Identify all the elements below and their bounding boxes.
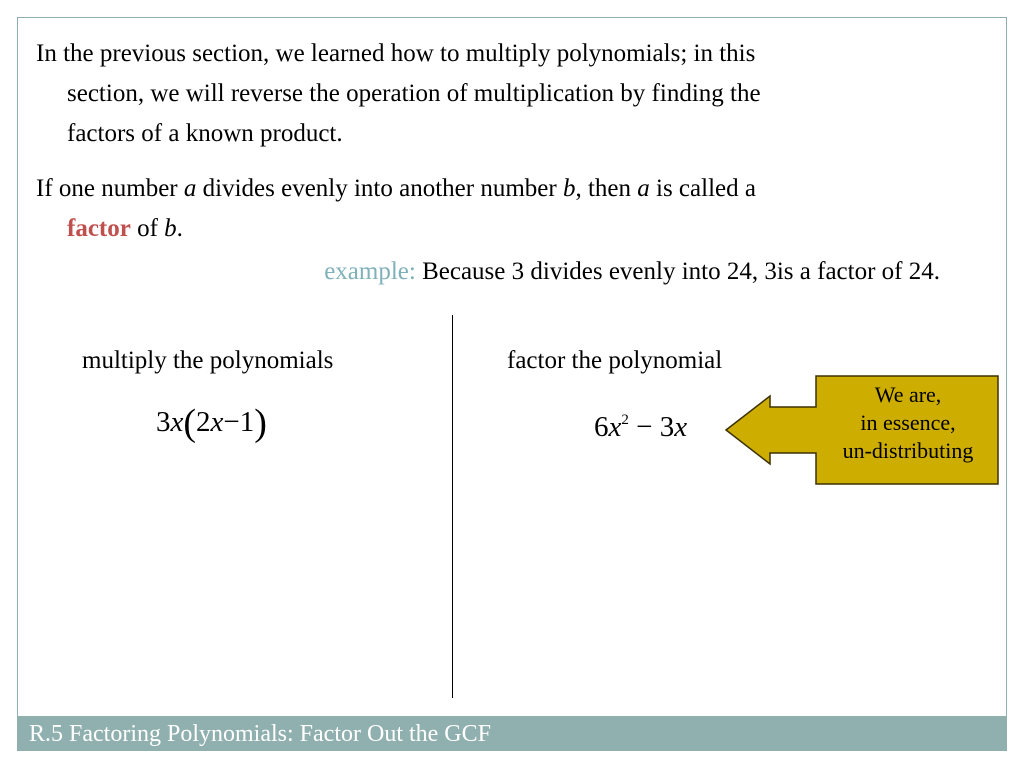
variable-a: a [183, 175, 197, 202]
example-line [324, 252, 940, 292]
math-coefficient: 3 [659, 411, 675, 443]
variable-b: b [562, 175, 576, 202]
definition-text: is called a [649, 175, 756, 202]
math-variable: x [674, 411, 688, 443]
right-column-heading: factor the polynomial [507, 347, 723, 374]
callout-line-1: We are, [874, 382, 942, 407]
math-variable: x [170, 406, 184, 438]
example-label: example: [324, 258, 416, 285]
math-coefficient: 3 [156, 406, 171, 438]
definition-text: of [130, 215, 165, 242]
definition-text: . [176, 215, 183, 242]
variable-b: b [164, 215, 177, 242]
left-column-heading: multiply the polynomials [82, 347, 334, 374]
math-exponent: 2 [621, 412, 629, 428]
math-variable: x [210, 406, 224, 438]
example-text: Because 3 divides evenly into 24, 3is a factor of 24. [415, 258, 940, 285]
intro-line-1: In the previous section, we learned how to multiply polynomials; in this [36, 40, 756, 67]
math-open-paren: ( [183, 402, 197, 444]
math-variable: x [608, 411, 622, 443]
footer-bar [17, 716, 1007, 751]
definition-line-2 [36, 209, 946, 249]
definition-text: divides evenly into another number [196, 175, 563, 202]
factor-expression [594, 411, 687, 444]
callout-line-3: un-distributing [842, 438, 974, 463]
math-coefficient: 2 [196, 406, 211, 438]
math-constant: −1 [223, 406, 255, 438]
math-coefficient: 6 [594, 411, 609, 443]
column-divider [452, 315, 453, 698]
definition-text: , then [575, 175, 638, 202]
callout-line-2: in essence, [860, 410, 956, 435]
intro-line-3: factors of a known product. [67, 120, 343, 147]
multiply-expression [156, 401, 267, 445]
factor-term: factor [67, 215, 131, 242]
definition-text: If one number [36, 175, 184, 202]
math-close-paren: ) [254, 402, 267, 444]
footer-title: R.5 Factoring Polynomials: Factor Out the GCF [29, 721, 491, 747]
intro-paragraph [36, 34, 946, 154]
math-operator: − [628, 411, 660, 443]
intro-line-2: section, we will reverse the operation of multiplication by finding the [67, 80, 761, 107]
callout-text [816, 381, 1000, 465]
definition-paragraph [36, 169, 946, 249]
variable-a: a [637, 175, 650, 202]
